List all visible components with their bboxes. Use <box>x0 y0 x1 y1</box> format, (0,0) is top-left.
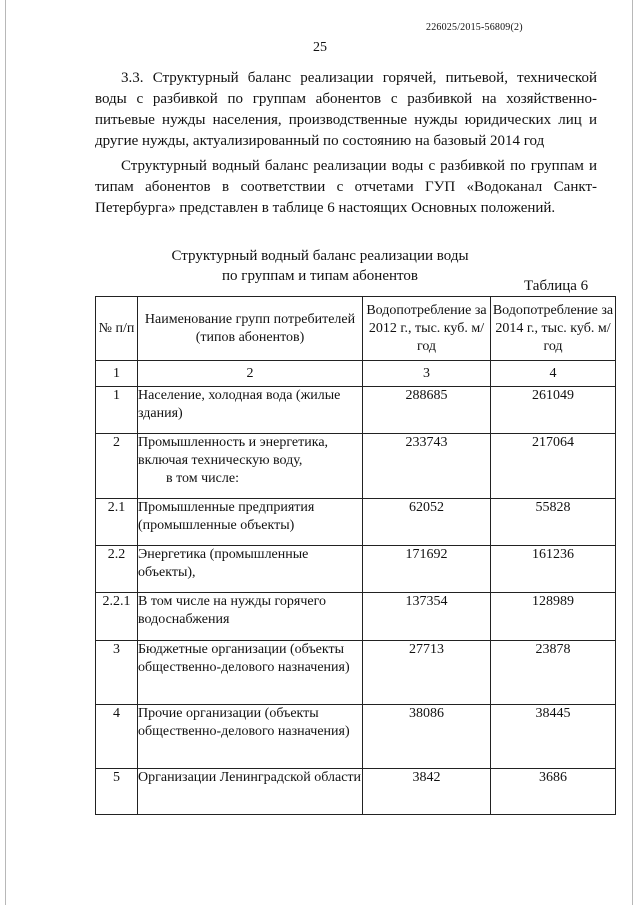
header-consumption-2014: Водопотребление за 2014 г., тыс. куб. м/год <box>491 297 616 361</box>
row-value-2012: 3842 <box>363 769 491 815</box>
table-row <box>96 434 616 499</box>
row-name <box>138 434 363 499</box>
row-num: 2.1 <box>96 499 138 546</box>
row-value-2014: 217064 <box>491 434 616 499</box>
row-num: 2.2 <box>96 546 138 593</box>
table-row <box>96 499 616 546</box>
row-value-2012: 27713 <box>363 641 491 705</box>
page-number: 25 <box>313 40 327 55</box>
row-value-2012: 233743 <box>363 434 491 499</box>
row-value-2014: 161236 <box>491 546 616 593</box>
table-row <box>96 593 616 641</box>
section-intro: Структурный водный баланс реализации воды с разбивкой по группам и типам абонентов в соответствии с отчетами ГУП «Водоканал Санкт-Петербурга» представлен в таблице 6 настоящих Основных положений. <box>95 158 597 216</box>
table-row <box>96 546 616 593</box>
page-border-right <box>632 0 633 905</box>
document-number: 226025/2015-56809(2) <box>426 22 523 33</box>
row-value-2014: 55828 <box>491 499 616 546</box>
row-num: 4 <box>96 705 138 769</box>
row-value-2014: 38445 <box>491 705 616 769</box>
row-name: В том числе на нужды горячего водоснабжения <box>138 593 363 641</box>
table-label: Таблица 6 <box>524 278 589 294</box>
row-num: 2.2.1 <box>96 593 138 641</box>
row-num: 1 <box>96 387 138 434</box>
table-row <box>96 769 616 815</box>
header-num: № п/п <box>96 297 138 361</box>
column-index-row <box>96 361 616 387</box>
table-title-line-2: по группам и типам абонентов <box>222 268 418 284</box>
section-heading: 3.3. Структурный баланс реализации горячей, питьевой, технической воды с разбивкой по группам абонентов с разбивкой на хозяйственно-питьевые нужды населения, производственные нужды юридических лиц и другие нужды, актуализированный по состоянию на базовый 2014 год <box>95 70 597 149</box>
column-index: 4 <box>491 361 616 387</box>
header-name: Наименование групп потребителей (типов абонентов) <box>138 297 363 361</box>
row-name-continuation: в том числе: <box>166 471 239 486</box>
header-consumption-2012: Водопотребление за 2012 г., тыс. куб. м/год <box>363 297 491 361</box>
row-num: 3 <box>96 641 138 705</box>
page-border-left <box>5 0 6 905</box>
row-value-2014: 3686 <box>491 769 616 815</box>
row-num: 2 <box>96 434 138 499</box>
row-value-2014: 261049 <box>491 387 616 434</box>
row-name-text: Промышленность и энергетика, включая техническую воду, <box>138 435 329 468</box>
table-row <box>96 387 616 434</box>
row-name: Промышленные предприятия (промышленные объекты) <box>138 499 363 546</box>
column-index: 1 <box>96 361 138 387</box>
row-name: Организации Ленинградской области <box>138 769 363 815</box>
water-balance-table <box>95 296 616 815</box>
row-name: Бюджетные организации (объекты общественно-делового назначения) <box>138 641 363 705</box>
row-value-2012: 137354 <box>363 593 491 641</box>
column-index: 2 <box>138 361 363 387</box>
row-name: Население, холодная вода (жилые здания) <box>138 387 363 434</box>
table-header-row <box>96 297 616 361</box>
row-name: Энергетика (промышленные объекты), <box>138 546 363 593</box>
row-value-2012: 288685 <box>363 387 491 434</box>
table-row <box>96 705 616 769</box>
table-row <box>96 641 616 705</box>
row-value-2012: 171692 <box>363 546 491 593</box>
row-value-2012: 38086 <box>363 705 491 769</box>
column-index: 3 <box>363 361 491 387</box>
table-title-line-1: Структурный водный баланс реализации воды <box>171 248 469 264</box>
row-name: Прочие организации (объекты общественно-делового назначения) <box>138 705 363 769</box>
row-num: 5 <box>96 769 138 815</box>
row-value-2014: 23878 <box>491 641 616 705</box>
row-value-2012: 62052 <box>363 499 491 546</box>
row-value-2014: 128989 <box>491 593 616 641</box>
